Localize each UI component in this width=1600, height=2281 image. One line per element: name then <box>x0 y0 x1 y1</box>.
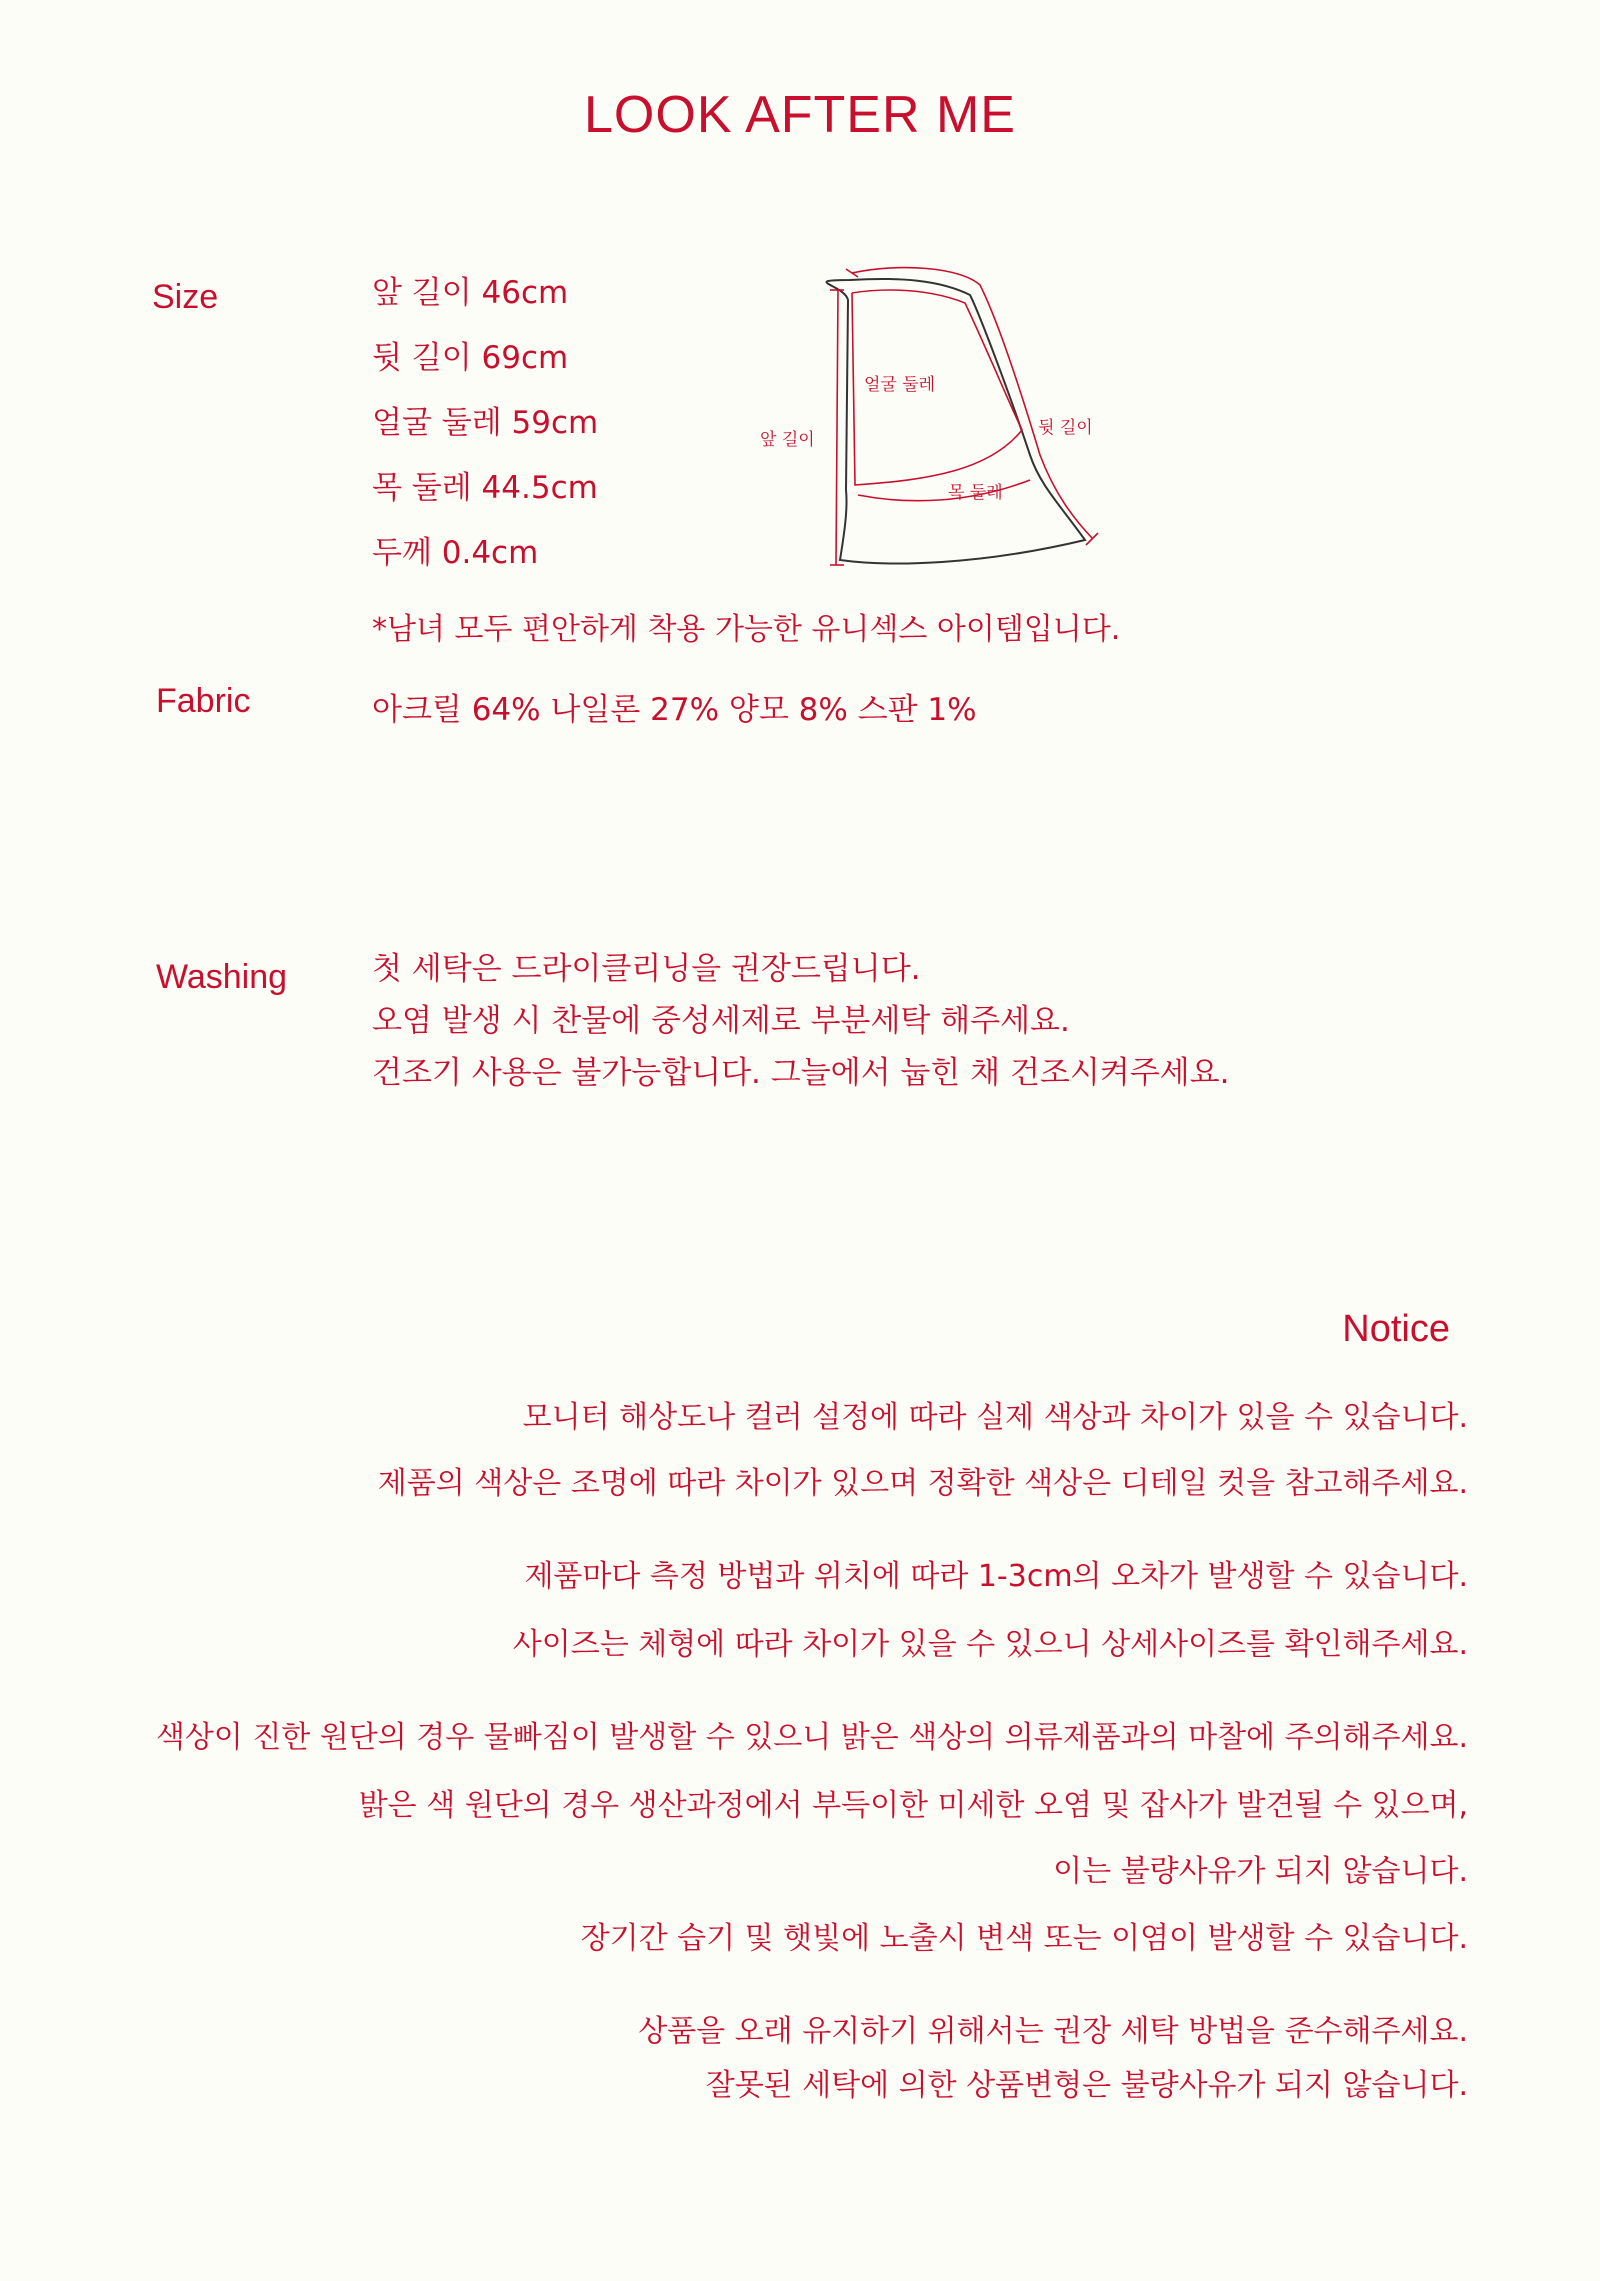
notice-line-10: 잘못된 세탁에 의한 상품변형은 불량사유가 되지 않습니다. <box>705 2068 1468 2103</box>
hood-measurement-diagram <box>740 255 1120 580</box>
notice-title: Notice <box>1342 1308 1450 1350</box>
notice-line-5: 색상이 진한 원단의 경우 물빠짐이 발생할 수 있으니 밝은 색상의 의류제품과의 마찰에 주의해주세요. <box>155 1720 1468 1755</box>
notice-line-1: 모니터 해상도나 컬러 설정에 따라 실제 색상과 차이가 있을 수 있습니다. <box>522 1400 1468 1435</box>
diagram-label-back: 뒷 길이 <box>1038 418 1093 438</box>
front-length-line <box>836 290 838 565</box>
size-note: *남녀 모두 편안하게 착용 가능한 유니섹스 아이템입니다. <box>372 612 1121 647</box>
fabric-label: Fabric <box>156 682 251 720</box>
size-list <box>372 268 598 593</box>
page-title: LOOK AFTER ME <box>584 86 1016 144</box>
diagram-label-front: 앞 길이 <box>760 430 815 450</box>
fabric-composition: 아크릴 64% 나일론 27% 양모 8% 스판 1% <box>372 692 977 728</box>
diagram-label-neck: 목 둘레 <box>948 483 1003 503</box>
washing-line-3: 건조기 사용은 불가능합니다. 그늘에서 눕힌 채 건조시켜주세요. <box>372 1055 1230 1091</box>
notice-line-2: 제품의 색상은 조명에 따라 차이가 있으며 정확한 색상은 디테일 컷을 참고해주세요. <box>377 1466 1468 1501</box>
notice-line-9: 상품을 오래 유지하기 위해서는 권장 세탁 방법을 준수해주세요. <box>638 2014 1468 2049</box>
size-neck-circumference: 목 둘레 44.5cm <box>372 470 598 506</box>
diagram-label-face: 얼굴 둘레 <box>864 375 936 395</box>
size-front-length: 앞 길이 46cm <box>372 275 569 311</box>
notice-line-7: 이는 불량사유가 되지 않습니다. <box>1053 1854 1468 1889</box>
size-thickness: 두께 0.4cm <box>372 535 539 571</box>
size-face-circumference: 얼굴 둘레 59cm <box>372 405 599 441</box>
notice-line-8: 장기간 습기 및 햇빛에 노출시 변색 또는 이염이 발생할 수 있습니다. <box>580 1921 1468 1956</box>
washing-line-1: 첫 세탁은 드라이클리닝을 권장드립니다. <box>372 951 921 987</box>
notice-line-6: 밝은 색 원단의 경우 생산과정에서 부득이한 미세한 오염 및 잡사가 발견될 수 있으며, <box>358 1788 1468 1823</box>
notice-line-4: 사이즈는 체형에 따라 차이가 있을 수 있으니 상세사이즈를 확인해주세요. <box>512 1627 1468 1662</box>
washing-line-2: 오염 발생 시 찬물에 중성세제로 부분세탁 해주세요. <box>372 1003 1070 1039</box>
size-back-length: 뒷 길이 69cm <box>372 340 569 376</box>
size-label: Size <box>152 278 219 316</box>
washing-list <box>372 945 1229 1101</box>
notice-line-3: 제품마다 측정 방법과 위치에 따라 1-3cm의 오차가 발생할 수 있습니다. <box>524 1559 1468 1594</box>
washing-label: Washing <box>156 958 288 996</box>
